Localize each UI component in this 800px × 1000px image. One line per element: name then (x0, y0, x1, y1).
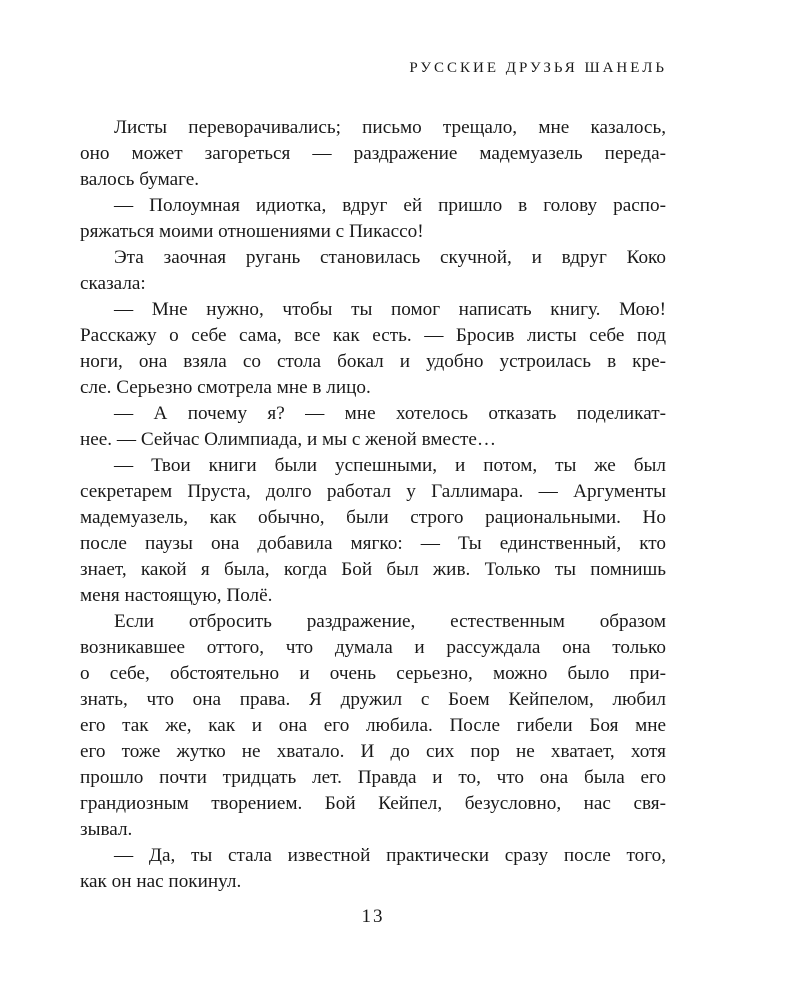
text-line: нее. — Сейчас Олимпиада, и мы с женой вместе… (80, 429, 497, 450)
text-line: как он нас покинул. (80, 871, 242, 892)
running-head: РУССКИЕ ДРУЗЬЯ ШАНЕЛЬ (409, 60, 667, 76)
text-line: мадемуазель, как обычно, были строго рациональными. Но (80, 507, 666, 528)
text-line: — Полоумная идиотка, вдруг ей пришло в голову распо- (114, 195, 666, 216)
text-line: его тоже жутко не хватало. И до сих пор не хватает, хотя (80, 741, 666, 762)
text-line: оно может загореться — раздражение мадемуазель переда- (80, 143, 666, 164)
text-line: прошло почти тридцать лет. Правда и то, что она была его (80, 767, 666, 788)
text-line: ноги, она взяла со стола бокал и удобно устроилась в кре- (80, 351, 666, 372)
text-line: ряжаться моими отношениями с Пикассо! (80, 221, 424, 242)
text-line: валось бумаге. (80, 169, 200, 190)
text-line: Расскажу о себе сама, все как есть. — Бросив листы себе под (80, 325, 666, 346)
body-text (80, 115, 666, 895)
text-line: — Твои книги были успешными, и потом, ты же был (114, 455, 666, 476)
text-line: — Мне нужно, чтобы ты помог написать книгу. Мою! (114, 299, 666, 320)
text-line: меня настоящую, Полё. (80, 585, 273, 606)
text-line: сказала: (80, 273, 146, 294)
text-line: сле. Серьезно смотрела мне в лицо. (80, 377, 371, 398)
text-line: Если отбросить раздражение, естественным образом (114, 611, 666, 632)
text-line: секретарем Пруста, долго работал у Галлимара. — Аргументы (80, 481, 666, 502)
text-line: о себе, обстоятельно и очень серьезно, можно было при- (80, 663, 666, 684)
text-line: зывал. (80, 819, 133, 840)
text-line: Эта заочная ругань становилась скучной, и вдруг Коко (114, 247, 666, 268)
text-line: грандиозным творением. Бой Кейпел, безусловно, нас свя- (80, 793, 666, 814)
text-line: после паузы она добавила мягко: — Ты единственный, кто (80, 533, 666, 554)
text-line: знает, какой я была, когда Бой был жив. Только ты помнишь (80, 559, 666, 580)
text-line: знать, что она права. Я дружил с Боем Кейпелом, любил (80, 689, 666, 710)
page-number: 13 (361, 906, 385, 927)
text-line: его так же, как и она его любила. После гибели Боя мне (80, 715, 666, 736)
text-line: Листы переворачивались; письмо трещало, мне казалось, (114, 117, 666, 138)
text-line: — Да, ты стала известной практически сразу после того, (114, 845, 666, 866)
text-line: — А почему я? — мне хотелось отказать поделикат- (114, 403, 666, 424)
text-line: возникавшее оттого, что думала и рассуждала она только (80, 637, 666, 658)
